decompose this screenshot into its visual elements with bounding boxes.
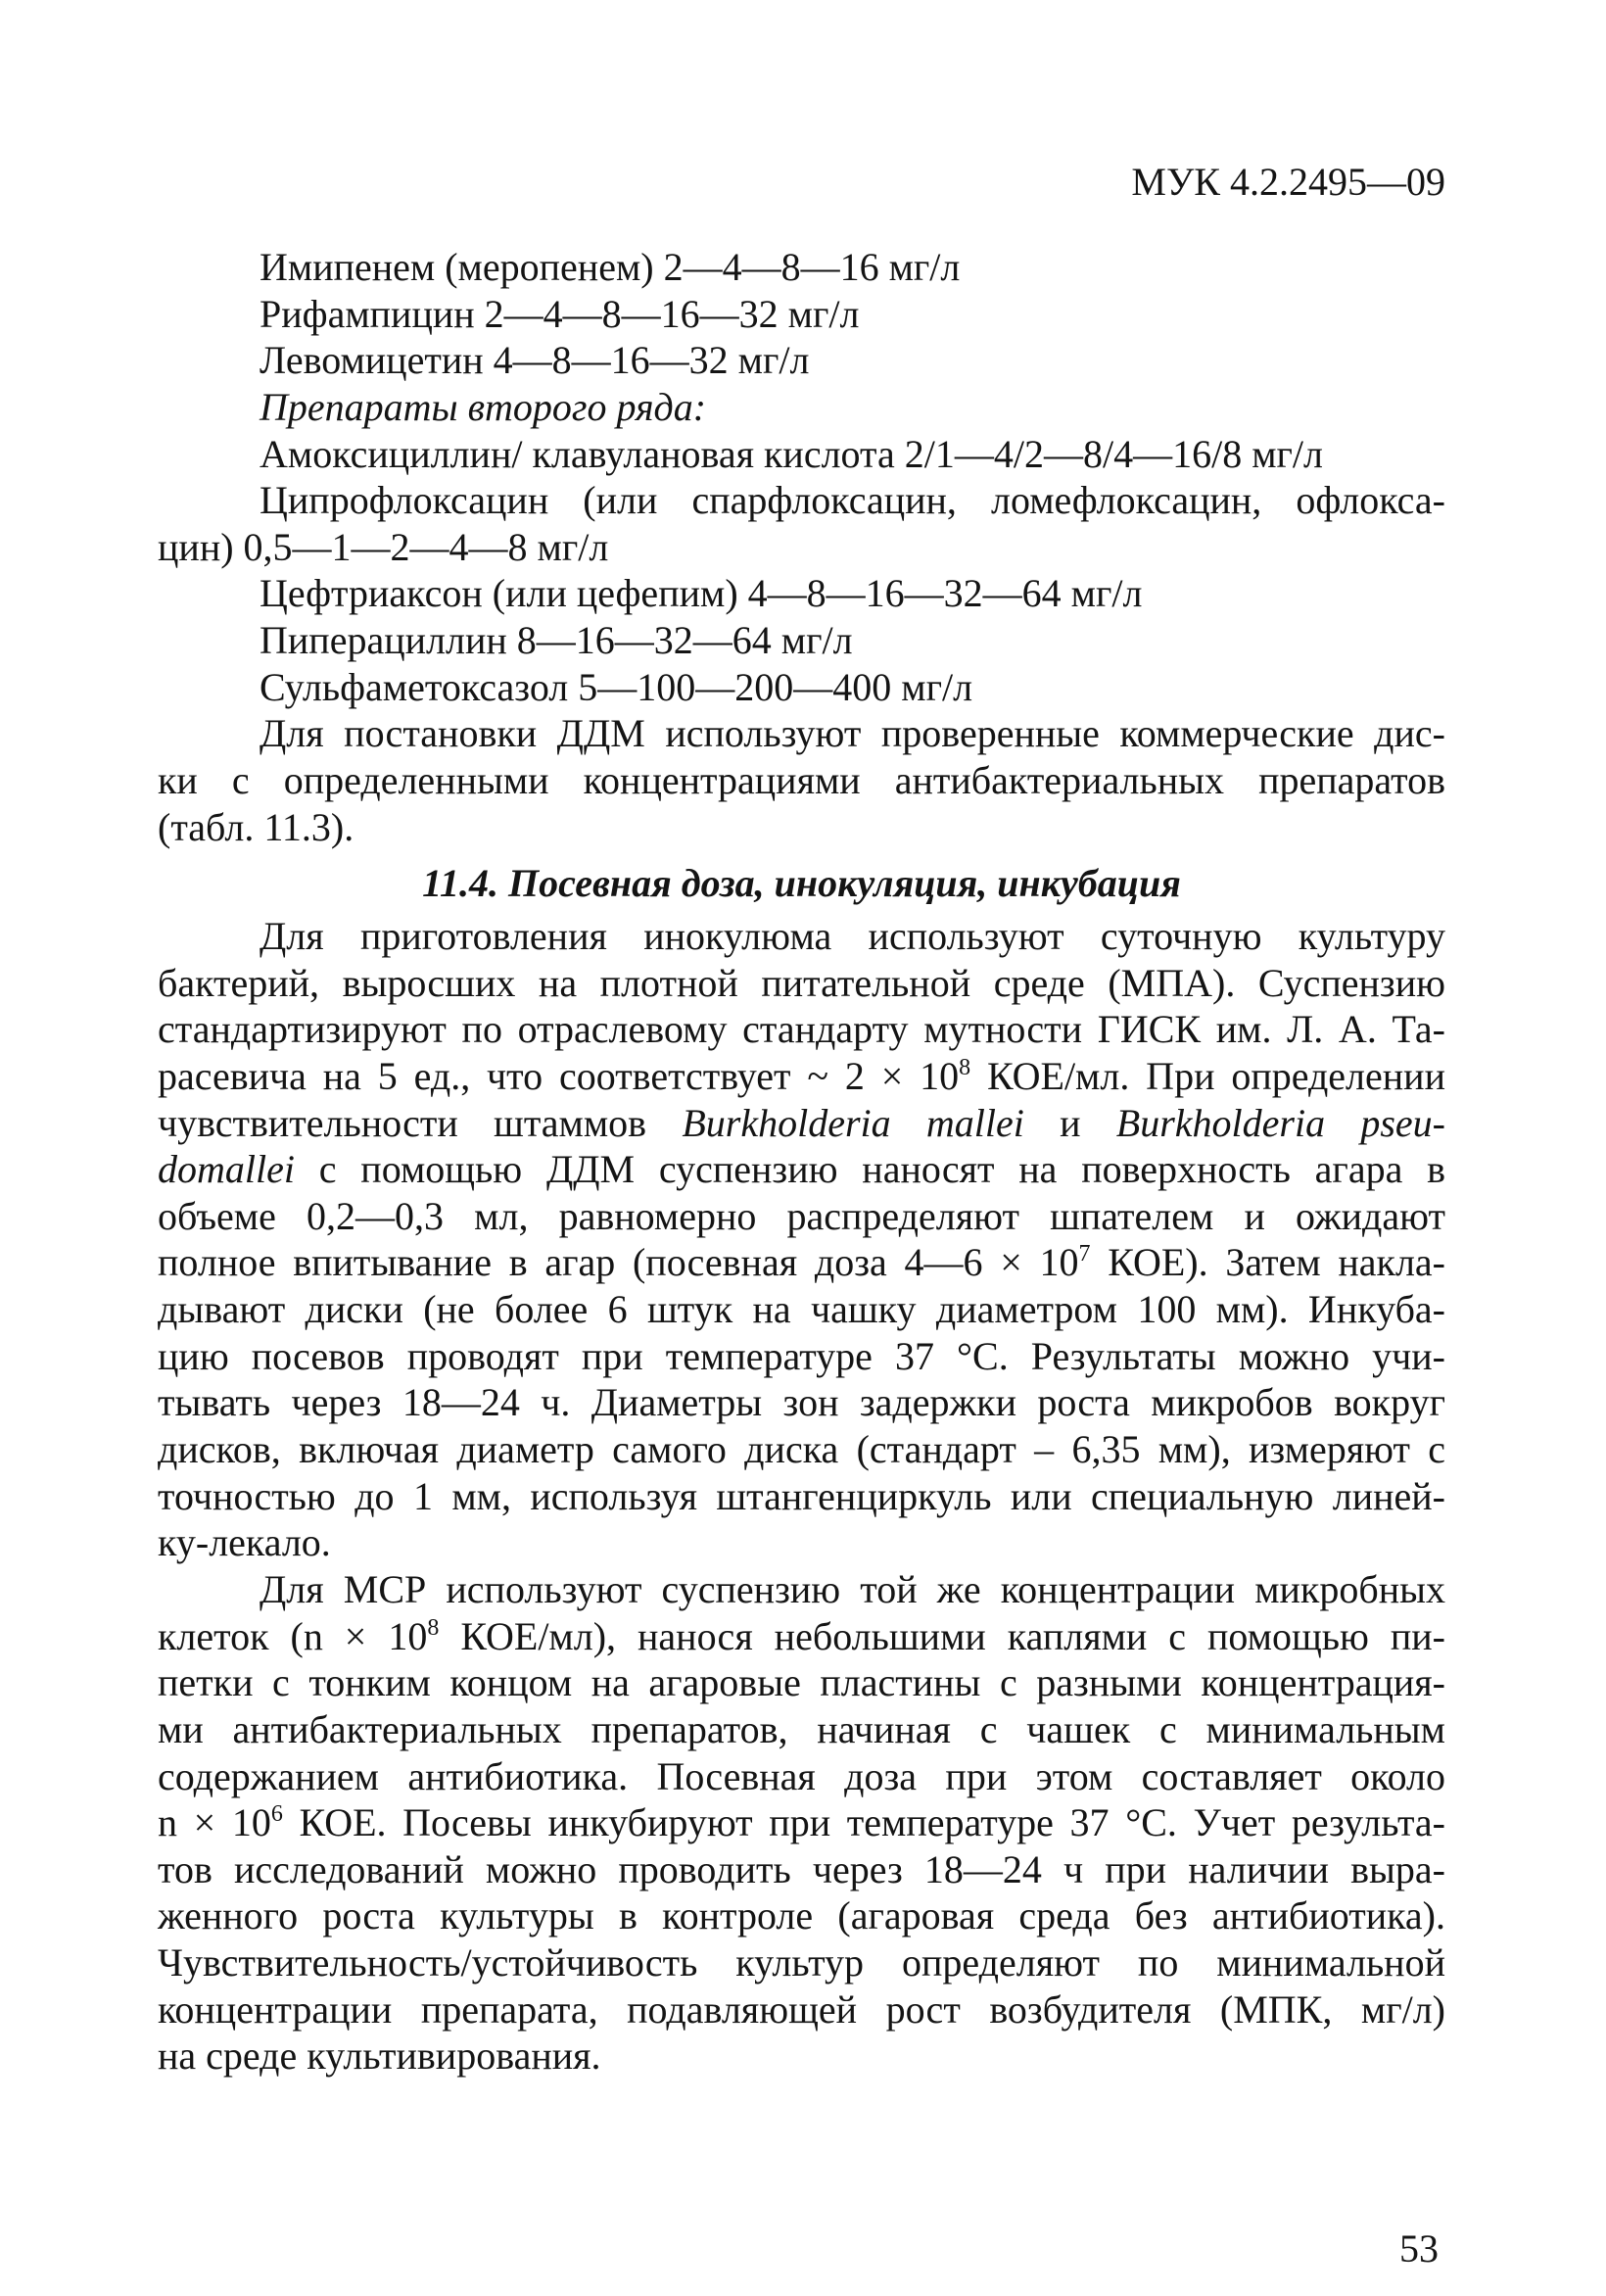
line-text: чувствительности штаммов [158,1100,683,1145]
drug-concentration-line: Амоксициллин/ клавулановая кислота 2/1—4/2—8/4—16/8 мг/л [260,431,1323,476]
section-heading: 11.4. Посевная доза, инокуляция, инкубация [422,861,1181,905]
line-text: с помощью ДДМ суспензию наносят на поверхность агара в [294,1147,1445,1192]
superscript-exponent: 6 [270,1801,283,1828]
paragraph-line: Для МСР используют суспензию той же концентрации микробных [260,1566,1445,1611]
paragraph-line: концентрации препарата, подавляющей рост возбудителя (МПК, мг/л) [158,1986,1445,2032]
species-name: Burkholderia pseu- [1115,1100,1445,1145]
paragraph-line: содержанием антибиотика. Посевная доза при этом составляет около [158,1753,1445,1798]
drug-concentration-line: Сульфаметоксазол 5—100—200—400 мг/л [260,664,973,709]
paragraph-line [158,1053,1445,1100]
paragraph-line: стандартизируют по отраслевому стандарту мутности ГИСК им. Л. А. Та- [158,1007,1445,1052]
paragraph-line [158,1100,1445,1147]
document-code: МУК 4.2.2495—09 [1131,160,1445,204]
drug-concentration-section [158,244,1445,850]
paragraph-line: Для приготовления инокулюма используют суточную культуру [260,914,1445,958]
drug-concentration-line: Цефтриаксон (или цефепим) 4—8—16—32—64 мг/л [260,571,1143,616]
paragraph-line: Для постановки ДДМ используют проверенные коммерческие дис- [260,711,1445,756]
paragraph-line: дисков, включая диаметр самого диска (стандарт – 6,35 мм), измеряют с [158,1427,1445,1472]
species-name: domallei [158,1147,295,1192]
line-text: расевича на 5 ед., что соответствует ~ 2 × 10 [158,1053,960,1098]
paragraph-line: ки с определенными концентрациями антибактериальных препаратов [158,758,1445,803]
paragraph-line: дывают диски (не более 6 штук на чашку диаметром 100 мм). Инкуба- [158,1287,1445,1332]
drug-concentration-line: Ципрофлоксацин (или спарфлоксацин, ломефлоксацин, офлокса- [260,478,1445,523]
paragraph-line: тывать через 18—24 ч. Диаметры зон задержки роста микробов вокруг [158,1380,1445,1425]
paragraph-line: ку-лекало. [158,1520,331,1565]
drug-concentration-line: Левомицетин 4—8—16—32 мг/л [260,338,810,383]
superscript-exponent: 8 [427,1614,440,1641]
paragraph-line: женного роста культуры в контроле (агаровая среда без антибиотика). [158,1893,1445,1938]
superscript-exponent: 8 [959,1054,971,1080]
paragraph-line: Чувствительность/устойчивость культур определяют по минимальной [158,1940,1445,1985]
line-text: и [1023,1100,1116,1145]
second-line-drugs-label: Препараты второго ряда: [260,384,707,429]
drug-concentration-line: Пиперациллин 8—16—32—64 мг/л [260,618,853,663]
paragraph-line: бактерий, выросших на плотной питательной среде (МПА). Суспензию [158,960,1445,1005]
paragraph-line [158,1613,1445,1660]
paragraph-line: (табл. 11.3). [158,804,354,849]
species-name: Burkholderia mallei [682,1100,1024,1145]
paragraph-line: цию посевов проводят при температуре 37 °С. Результаты можно учи- [158,1333,1445,1378]
line-text: n × 10 [158,1800,271,1845]
line-text: КОЕ/мл), нанося небольшими каплями с помощью пи- [439,1613,1445,1658]
line-text: полное впитывание в агар (посевная доза 4—6 × 10 [158,1240,1079,1285]
drug-concentration-line: цин) 0,5—1—2—4—8 мг/л [158,524,609,569]
paragraph-line [158,1239,1445,1286]
paragraph-line: точностью до 1 мм, используя штангенциркуль или специальную линей- [158,1473,1445,1518]
paragraph-line [158,1146,1445,1193]
line-text: КОЕ/мл. При определении [970,1053,1445,1098]
paragraph-line: ми антибактериальных препаратов, начиная с чашек с минимальным [158,1706,1445,1751]
paragraph-line [158,1799,1445,1846]
paragraph-line: тов исследований можно проводить через 18—24 ч при наличии выра- [158,1846,1445,1891]
line-text: КОЕ). Затем накла- [1090,1240,1445,1285]
superscript-exponent: 7 [1078,1241,1091,1268]
line-text: КОЕ. Посевы инкубируют при температуре 37 °С. Учет результа- [282,1800,1446,1845]
drug-concentration-line: Рифампицин 2—4—8—16—32 мг/л [260,291,860,336]
section-body [158,913,1445,2080]
paragraph-line: объеме 0,2—0,3 мл, равномерно распределяют шпателем и ожидают [158,1193,1445,1238]
page-number: 53 [1399,2226,1439,2271]
line-text: клеток (n × 10 [158,1613,428,1658]
drug-concentration-line: Имипенем (меропенем) 2—4—8—16 мг/л [260,245,961,289]
paragraph-line: на среде культивирования. [158,2033,601,2079]
paragraph-line: петки с тонким концом на агаровые пластины с разными концентрация- [158,1660,1445,1705]
